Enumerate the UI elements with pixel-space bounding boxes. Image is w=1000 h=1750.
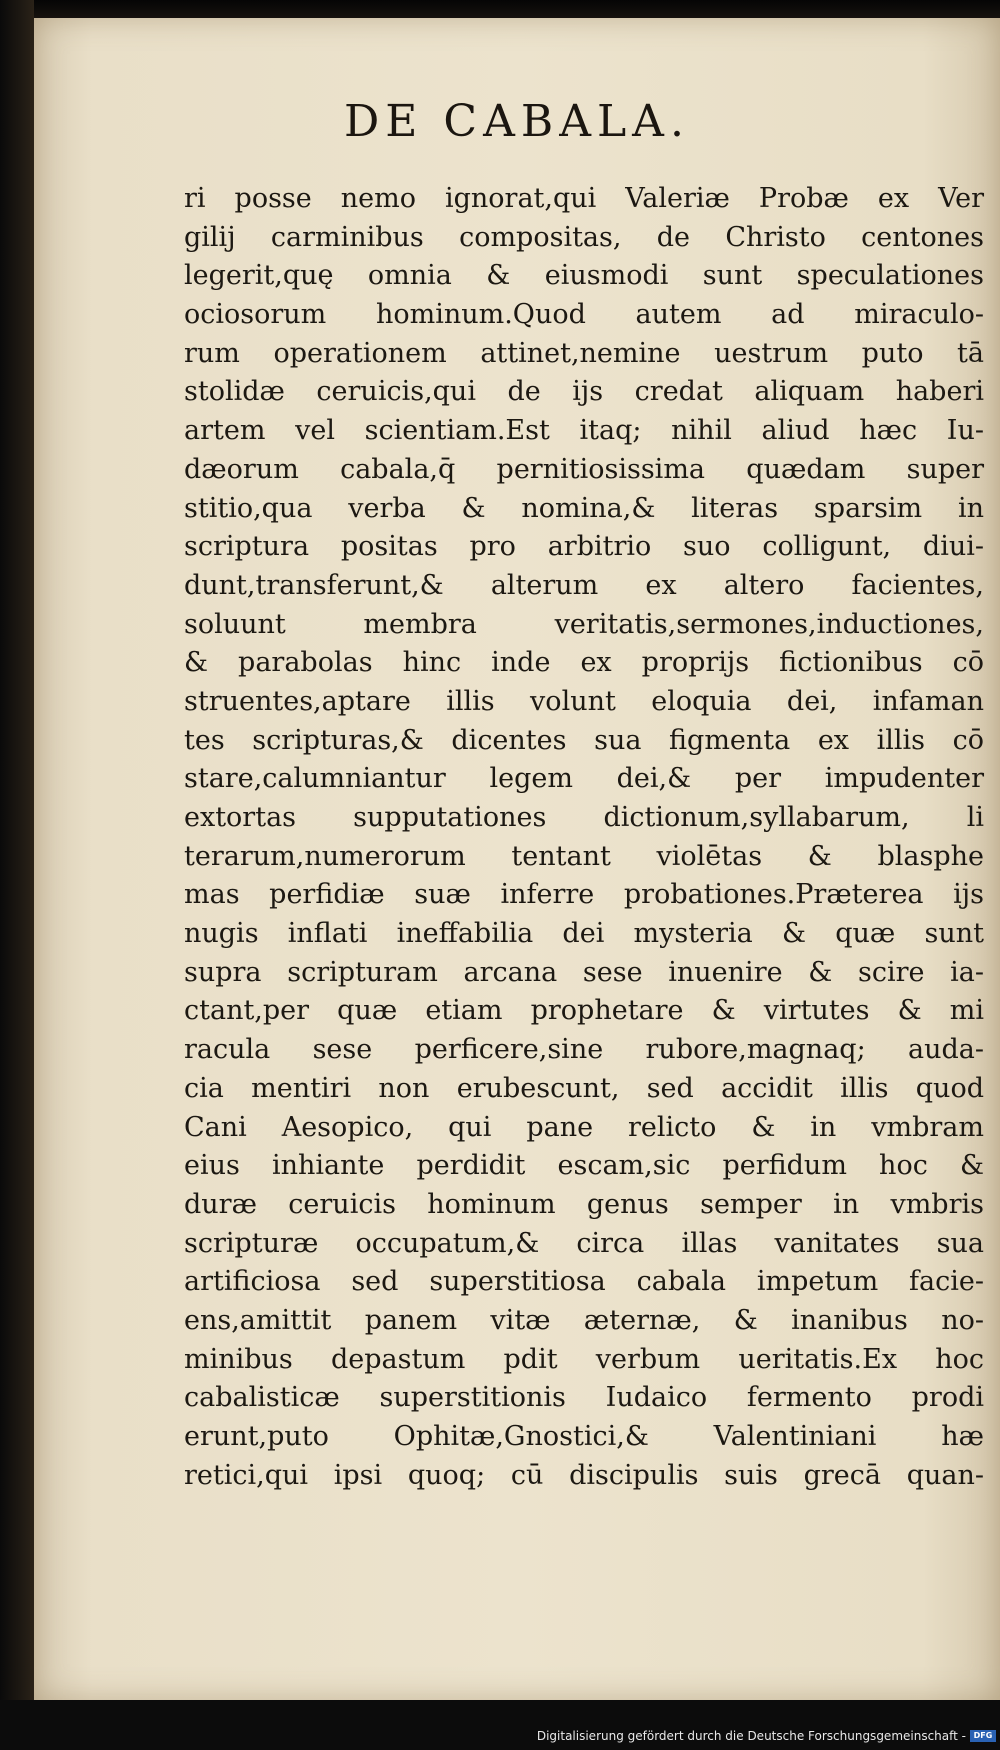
text-line: rum operationem attinet,nemine uestrum puto tā: [184, 337, 984, 369]
text-line: struentes,aptare illis volunt eloquia dei, infaman: [184, 685, 984, 717]
book-binding-edge: [0, 0, 34, 1750]
text-line: soluunt membra veritatis,sermones,inductiones,: [184, 608, 984, 640]
text-line: extortas supputationes dictionum,syllabarum, li: [184, 802, 984, 833]
credit-text: Digitalisierung gefördert durch die Deutsche Forschungsgemeinschaft -: [536, 1729, 966, 1743]
digitization-credit: [537, 1729, 996, 1743]
text-line: gilij carminibus compositas, de Christo centones: [184, 221, 984, 253]
text-line: Cani Aesopico, qui pane relicto & in vmbram: [184, 1111, 984, 1143]
text-line: artem vel scientiam.Est itaq; nihil aliud hæc Iu-: [184, 415, 984, 447]
text-line: ri posse nemo ignorat,qui Valeriæ Probæ ex Ver: [184, 183, 984, 214]
scanned-page: [34, 18, 1000, 1700]
text-line: minibus depastum pdit verbum ueritatis.Ex hoc: [184, 1343, 984, 1375]
text-line: dæorum cabala,q̄ pernitiosissima quædam super: [184, 453, 984, 485]
text-line: stitio,qua verba & nomina,& literas sparsim in: [184, 492, 984, 524]
text-line: scriptura positas pro arbitrio suo colligunt, diui-: [184, 531, 984, 563]
text-line: erunt,puto Ophitæ,Gnostici,& Valentiniani hæ: [184, 1421, 984, 1452]
text-line: tes scripturas,& dicentes sua figmenta ex illis cō: [184, 724, 984, 756]
text-line: ctant,per quæ etiam prophetare & virtutes & mi: [184, 995, 984, 1027]
text-line: ens,amittit panem vitæ æternæ, & inanibus no-: [184, 1304, 984, 1336]
text-line: & parabolas hinc inde ex proprijs fictionibus cō: [184, 647, 984, 679]
text-line: stolidæ ceruicis,qui de ijs credat aliquam haberi: [184, 376, 984, 408]
text-line: retici,qui ipsi quoq; cū discipulis suis grecā quan-: [184, 1459, 984, 1491]
text-line: cabalisticæ superstitionis Iudaico fermento prodi: [184, 1382, 984, 1414]
text-line: legerit,quę omnia & eiusmodi sunt speculationes: [184, 260, 984, 292]
text-line: duræ ceruicis hominum genus semper in vmbris: [184, 1188, 984, 1220]
running-head: DE CABALA.: [344, 96, 690, 147]
text-line: cia mentiri non erubescunt, sed accidit illis quod: [184, 1072, 984, 1104]
text-line: nugis inflati ineffabilia dei mysteria & quæ sunt: [184, 918, 984, 950]
dfg-logo: DFG: [970, 1730, 996, 1742]
text-line: scripturæ occupatum,& circa illas vanitates sua: [184, 1227, 984, 1259]
text-line: dunt,transferunt,& alterum ex altero facientes,: [184, 569, 984, 601]
text-line: racula sese perficere,sine rubore,magnaq; auda-: [184, 1034, 984, 1066]
text-line: terarum,numerorum tentant violētas & blasphe: [184, 840, 984, 872]
text-line: supra scripturam arcana sese inuenire & scire ia-: [184, 956, 984, 988]
text-line: eius inhiante perdidit escam,sic perfidum hoc &: [184, 1150, 984, 1182]
body-text: [184, 180, 984, 1495]
text-line: artificiosa sed superstitiosa cabala impetum facie-: [184, 1266, 984, 1298]
text-line: ociosorum hominum.Quod autem ad miraculo-: [184, 299, 984, 331]
text-line: stare,calumniantur legem dei,& per impudenter: [184, 763, 984, 795]
text-line: mas perfidiæ suæ inferre probationes.Præterea ijs: [184, 879, 984, 911]
